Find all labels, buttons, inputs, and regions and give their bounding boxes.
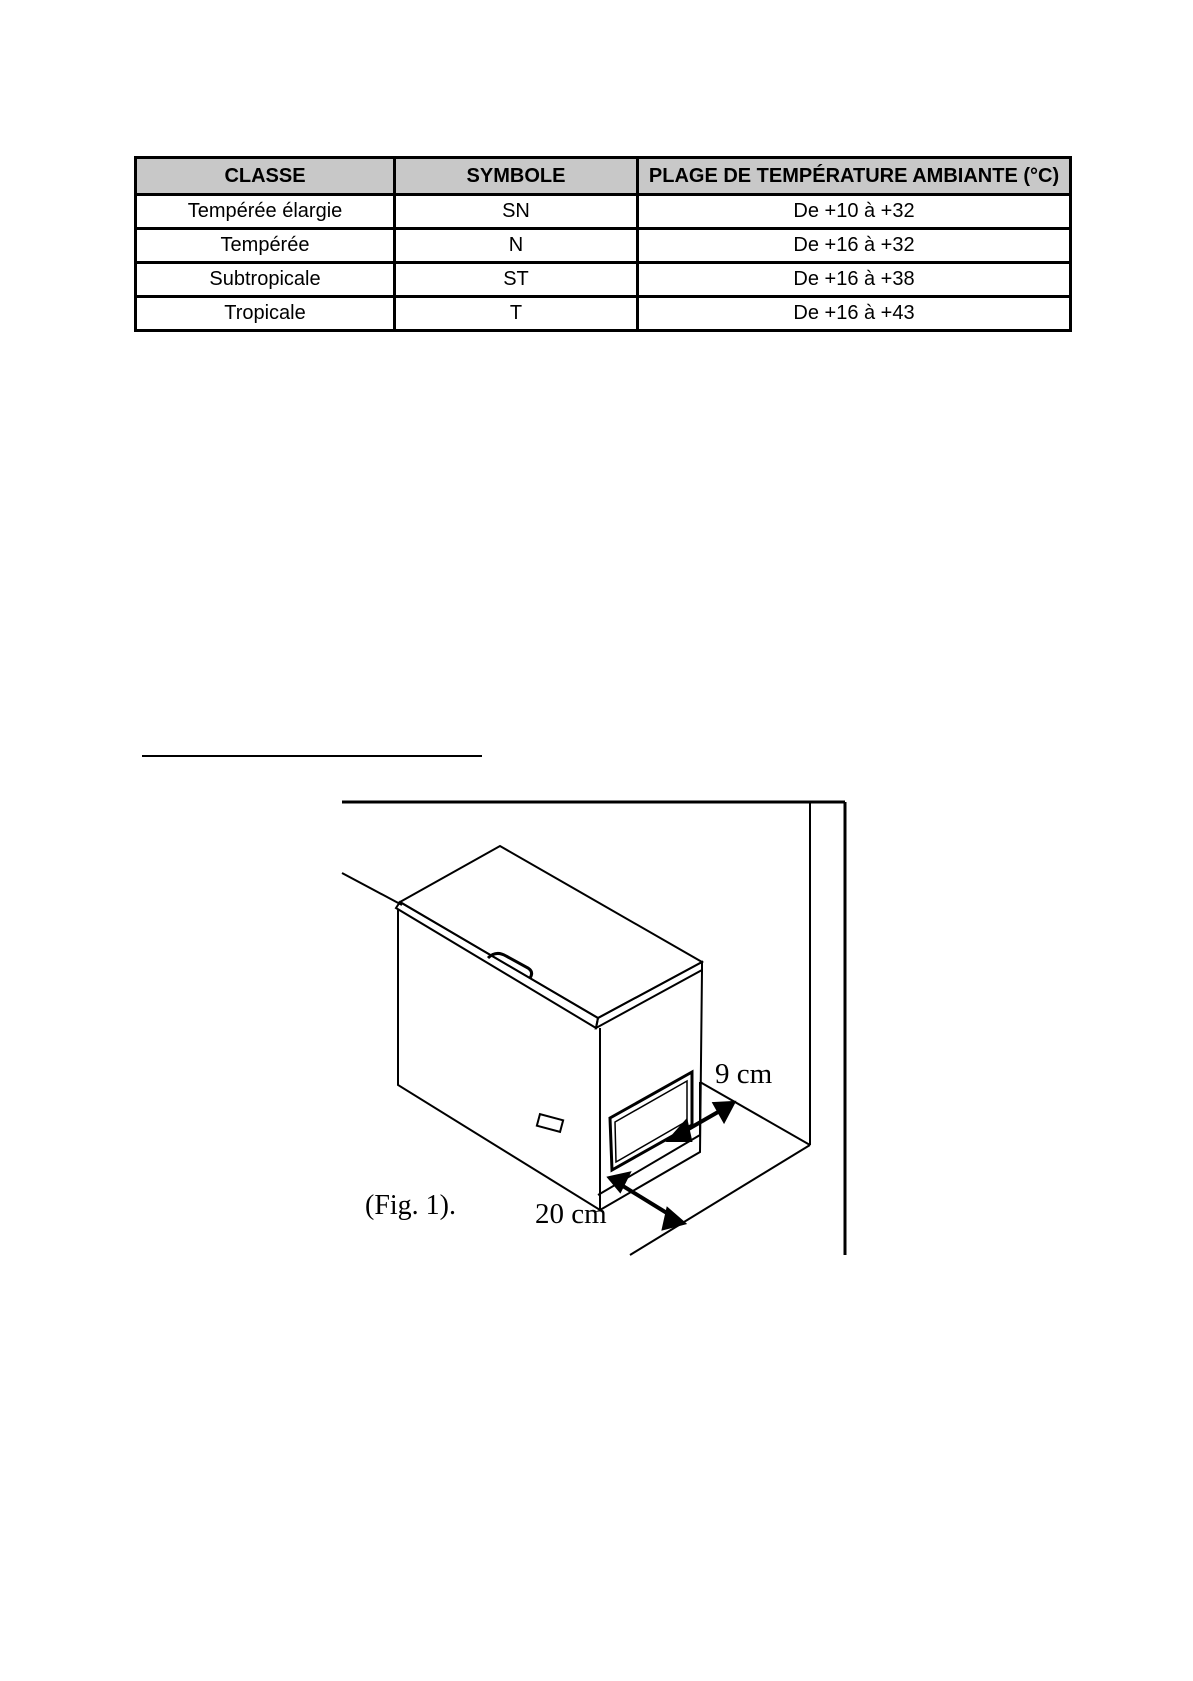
side-clearance-arrow-head-b	[715, 1103, 733, 1120]
header-plage-temperature: PLAGE DE TEMPÉRATURE AMBIANTE (°C)	[638, 158, 1071, 195]
cell-classe: Tropicale	[136, 297, 395, 331]
cell-plage: De +16 à +32	[638, 229, 1071, 263]
back-clearance-label: 20 cm	[535, 1198, 607, 1230]
cell-symbole: ST	[395, 263, 638, 297]
vent-panel	[610, 1072, 692, 1170]
section-underline	[142, 755, 482, 757]
back-wall-floor-line	[342, 873, 402, 905]
cell-classe: Tempérée	[136, 229, 395, 263]
back-clearance-arrow-head-b	[664, 1210, 683, 1228]
table-row	[136, 297, 1071, 331]
lid-side-edge	[596, 962, 702, 1028]
control-panel	[537, 1114, 563, 1132]
header-symbole: SYMBOLE	[395, 158, 638, 195]
cell-classe: Tempérée élargie	[136, 195, 395, 229]
installation-clearance-figure	[330, 790, 860, 1260]
table-header-row	[136, 158, 1071, 195]
cell-plage: De +16 à +38	[638, 263, 1071, 297]
cell-classe: Subtropicale	[136, 263, 395, 297]
cell-symbole: N	[395, 229, 638, 263]
side-clearance-label: 9 cm	[715, 1058, 773, 1090]
header-classe: CLASSE	[136, 158, 395, 195]
figure-caption: (Fig. 1).	[365, 1190, 456, 1221]
lid-top	[400, 846, 702, 1018]
floor-line	[630, 1145, 810, 1255]
cell-symbole: SN	[395, 195, 638, 229]
table-row	[136, 195, 1071, 229]
table-row	[136, 229, 1071, 263]
cell-plage: De +16 à +43	[638, 297, 1071, 331]
cell-symbole: T	[395, 297, 638, 331]
cell-plage: De +10 à +32	[638, 195, 1071, 229]
table-row	[136, 263, 1071, 297]
climate-class-table	[134, 156, 1072, 332]
lid-front-edge	[396, 902, 598, 1028]
